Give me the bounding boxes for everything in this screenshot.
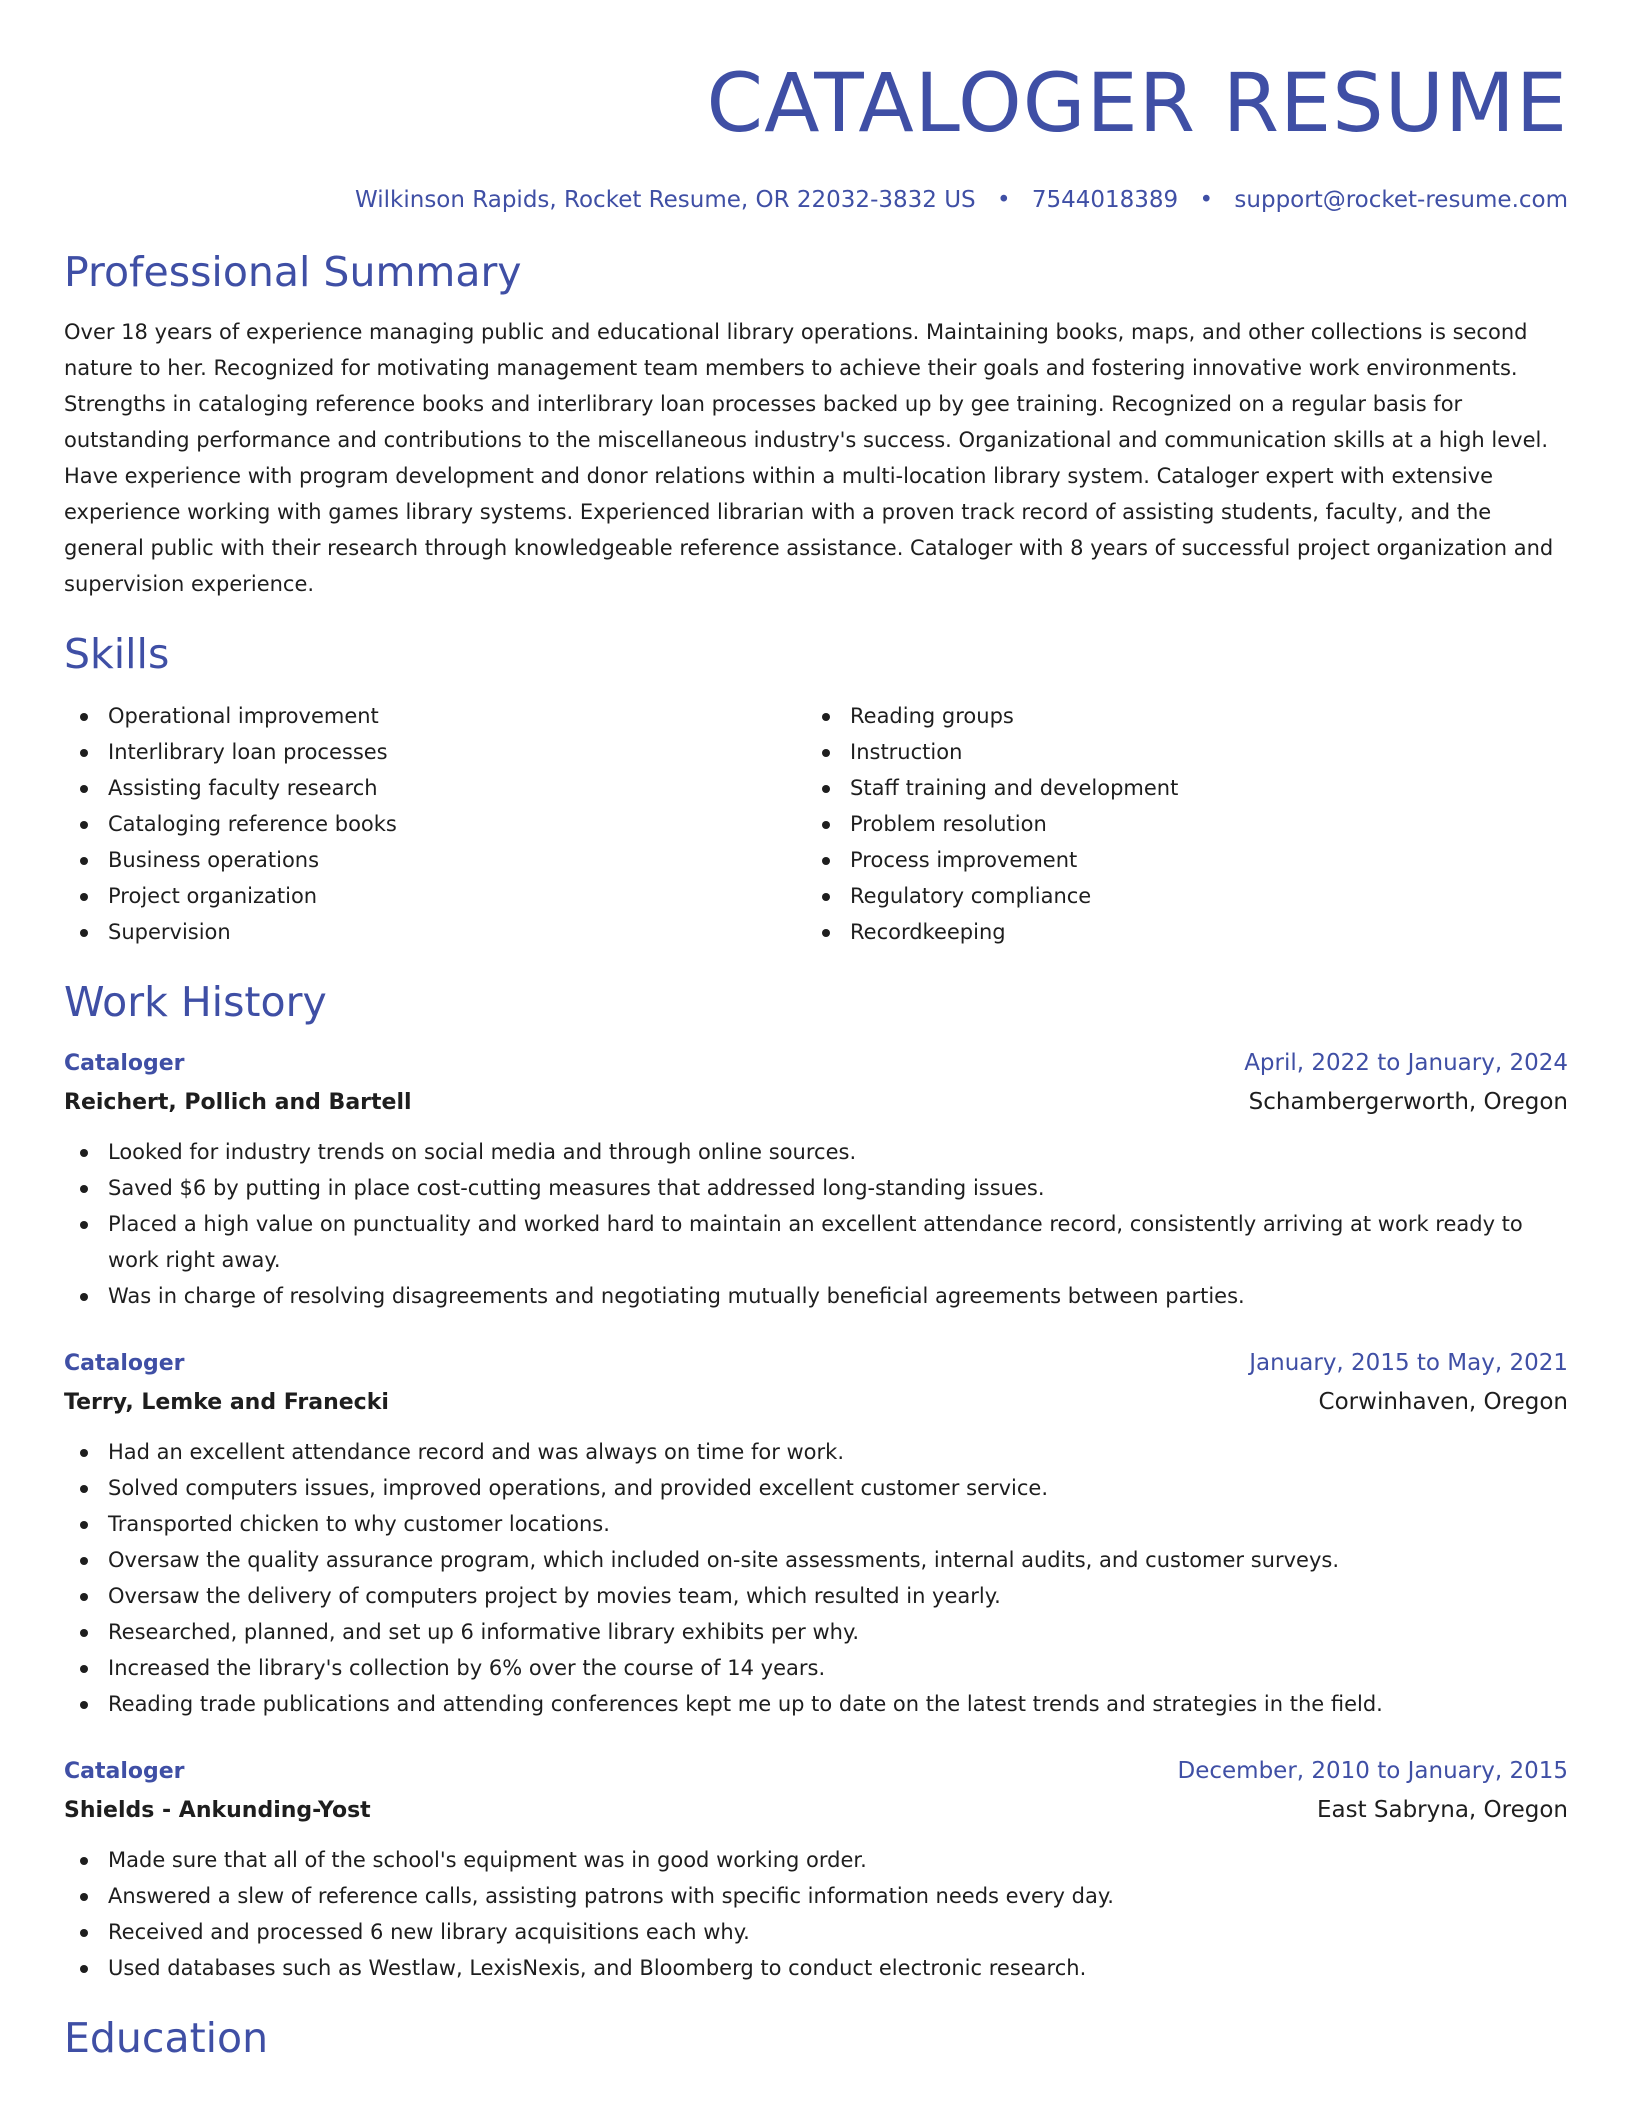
skill-item: Supervision — [64, 914, 806, 950]
section-title-summary: Professional Summary — [64, 248, 522, 296]
skill-item: Instruction — [806, 734, 1568, 770]
skill-item: Process improvement — [806, 842, 1568, 878]
job-bullet: Oversaw the quality assurance program, which included on-site assessments, internal audits, and customer surveys. — [64, 1542, 1568, 1578]
job-bullets — [64, 1842, 1568, 1986]
job-bullet: Oversaw the delivery of computers project by movies team, which resulted in yearly. — [64, 1578, 1568, 1614]
job-header-row — [64, 1044, 1568, 1083]
contact-phone: 7544018389 — [1031, 187, 1179, 213]
job-bullet: Saved $6 by putting in place cost-cutting measures that addressed long-standing issues. — [64, 1170, 1568, 1206]
job-location: Schambergerworth, Oregon — [1248, 1089, 1568, 1115]
contact-separator: • — [1199, 187, 1214, 213]
job-dates: December, 2010 to January, 2015 — [1177, 1758, 1568, 1784]
skill-item: Cataloging reference books — [64, 806, 806, 842]
contact-separator: • — [996, 187, 1011, 213]
job-title: Cataloger — [64, 1351, 185, 1376]
job-company-row — [64, 1791, 1568, 1830]
job-bullet: Received and processed 6 new library acquisitions each why. — [64, 1914, 1568, 1950]
resume-header — [64, 0, 1568, 216]
skill-item: Operational improvement — [64, 698, 806, 734]
job-bullet: Used databases such as Westlaw, LexisNexis, and Bloomberg to conduct electronic research. — [64, 1950, 1568, 1986]
job-company: Terry, Lemke and Franecki — [64, 1390, 389, 1415]
job-header-row — [64, 1752, 1568, 1791]
work-history-section — [64, 976, 1568, 1986]
job-company-row — [64, 1383, 1568, 1422]
job-bullet: Reading trade publications and attending conferences kept me up to date on the latest trends and strategies in the field. — [64, 1686, 1568, 1722]
job-title: Cataloger — [64, 1051, 185, 1076]
job-bullet: Answered a slew of reference calls, assisting patrons with specific information needs every day. — [64, 1878, 1568, 1914]
job-company-row — [64, 1083, 1568, 1122]
resume-title: CATALOGER RESUME — [706, 57, 1568, 151]
skill-item: Problem resolution — [806, 806, 1568, 842]
skill-item: Regulatory compliance — [806, 878, 1568, 914]
job-bullet: Transported chicken to why customer locations. — [64, 1506, 1568, 1542]
job-bullets — [64, 1134, 1568, 1314]
skills-grid — [64, 698, 1568, 950]
skill-item: Staff training and development — [806, 770, 1568, 806]
skill-item: Interlibrary loan processes — [64, 734, 806, 770]
job-bullet: Placed a high value on punctuality and worked hard to maintain an excellent attendance record, consistently arriving at work ready to work right away. — [64, 1206, 1568, 1278]
job-title: Cataloger — [64, 1759, 185, 1784]
skills-list-right — [806, 698, 1568, 950]
section-title-work: Work History — [64, 978, 327, 1026]
contact-email[interactable]: support@rocket-resume.com — [1234, 187, 1568, 213]
job-location: East Sabryna, Oregon — [1316, 1797, 1568, 1823]
skill-item: Assisting faculty research — [64, 770, 806, 806]
job-dates: April, 2022 to January, 2024 — [1244, 1050, 1568, 1076]
job-header-row — [64, 1344, 1568, 1383]
section-title-education: Education — [64, 2014, 269, 2062]
summary-text: Over 18 years of experience managing public and educational library operations. Maintaining books, maps, and other collections is second nature to her. Recognized for motivating management team members to achieve their goals and fostering innovative work environments. Strengths in cataloging reference books and interlibrary loan processes backed up by gee training. Recognized on a regular basis for outstanding performance and contributions to the miscellaneous industry's success. Organizational and communication skills at a high level. Have experience with program development and donor relations within a multi-location library system. Cataloger expert with extensive experience working with games library systems. Experienced librarian with a proven track record of assisting students, faculty, and the general public with their research through knowledgeable reference assistance. Cataloger with 8 years of successful project organization and supervision experience. — [64, 320, 1554, 596]
skills-list-left — [64, 698, 806, 950]
job-bullet: Looked for industry trends on social media and through online sources. — [64, 1134, 1568, 1170]
skills-section — [64, 628, 1568, 950]
skill-item: Business operations — [64, 842, 806, 878]
job-bullets — [64, 1434, 1568, 1722]
job-bullet: Made sure that all of the school's equipment was in good working order. — [64, 1842, 1568, 1878]
contact-line — [64, 184, 1568, 216]
contact-address: Wilkinson Rapids, Rocket Resume, OR 22032-3832 US — [355, 187, 976, 213]
job-bullet: Had an excellent attendance record and was always on time for work. — [64, 1434, 1568, 1470]
skill-item: Recordkeeping — [806, 914, 1568, 950]
job-bullet: Increased the library's collection by 6% over the course of 14 years. — [64, 1650, 1568, 1686]
job-entry — [64, 1344, 1568, 1722]
skill-item: Reading groups — [806, 698, 1568, 734]
education-section — [64, 2012, 1568, 2064]
professional-summary-section — [64, 246, 1568, 602]
job-bullet: Solved computers issues, improved operations, and provided excellent customer service. — [64, 1470, 1568, 1506]
skill-item: Project organization — [64, 878, 806, 914]
job-location: Corwinhaven, Oregon — [1318, 1389, 1568, 1415]
job-company: Reichert, Pollich and Bartell — [64, 1090, 412, 1115]
job-bullet: Was in charge of resolving disagreements and negotiating mutually beneficial agreements between parties. — [64, 1278, 1568, 1314]
job-entry — [64, 1044, 1568, 1314]
job-dates: January, 2015 to May, 2021 — [1249, 1350, 1568, 1376]
section-title-skills: Skills — [64, 630, 170, 678]
job-bullet: Researched, planned, and set up 6 informative library exhibits per why. — [64, 1614, 1568, 1650]
job-entry — [64, 1752, 1568, 1986]
job-company: Shields - Ankunding-Yost — [64, 1798, 371, 1823]
